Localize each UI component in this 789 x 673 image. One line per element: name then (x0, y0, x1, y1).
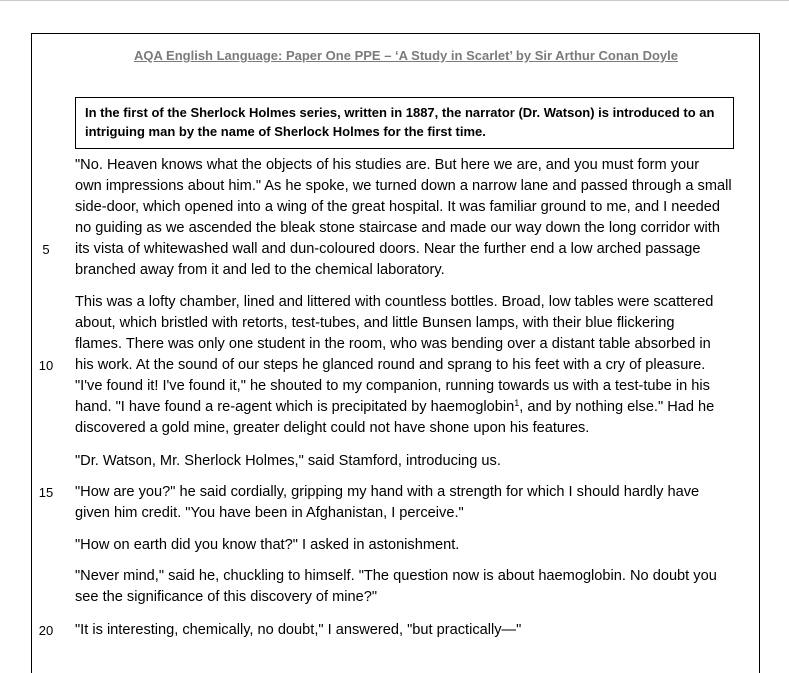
text-line: "Never mind," said he, chuckling to himself. "The question now is about haemoglobin. No doubt you (75, 568, 717, 584)
text-line: see the significance of this discovery of mine?" (75, 589, 378, 605)
intro-box (75, 97, 734, 149)
footnote-marker: 1 (514, 398, 520, 408)
text-line: given him credit. "You have been in Afghanistan, I perceive." (75, 505, 464, 521)
line-number: 15 (38, 485, 54, 500)
text-line-with-footnote (75, 397, 714, 418)
text-line: "How on earth did you know that?" I asked in astonishment. (75, 537, 460, 553)
text-line: about, which bristled with retorts, test-tubes, and little Bunsen lamps, with their blue flickering (75, 315, 675, 331)
text-line: no guiding as we ascended the bleak stone staircase and made our way down the long corridor with (75, 220, 720, 236)
document-title: AQA English Language: Paper One PPE – ‘A Study in Scarlet’ by Sir Arthur Conan Doyle (134, 48, 678, 63)
text-line: its vista of whitewashed wall and dun-coloured doors. Near the further end a low arched passage (75, 241, 701, 257)
text-line: side-door, which opened into a wing of the great hospital. It was familiar ground to me, and I needed (75, 199, 720, 215)
text-line: flames. There was only one student in the room, who was bending over a distant table absorbed in (75, 336, 711, 352)
line-number: 5 (42, 242, 50, 257)
text-line: own impressions about him." As he spoke, we turned down a narrow lane and passed through a small (75, 178, 732, 194)
text-line: "I've found it! I've found it," he shouted to my companion, running towards us with a test-tube in his (75, 378, 710, 394)
line-number: 20 (38, 623, 54, 638)
text-segment: , and by nothing else." Had he (519, 399, 715, 415)
text-line: branched away from it and led to the chemical laboratory. (75, 262, 445, 278)
text-line: "No. Heaven knows what the objects of his studies are. But here we are, and you must form your (75, 157, 700, 173)
text-line: discovered a gold mine, greater delight could not have shone upon his features. (75, 420, 590, 436)
line-number: 10 (38, 358, 54, 373)
intro-line: intriguing man by the name of Sherlock Holmes for the first time. (85, 124, 486, 139)
text-segment: hand. "I have found a re-agent which is precipitated by haemoglobin (75, 399, 515, 415)
text-line: "Dr. Watson, Mr. Sherlock Holmes," said Stamford, introducing us. (75, 453, 501, 469)
text-line: This was a lofty chamber, lined and littered with countless bottles. Broad, low tables were scattered (75, 294, 714, 310)
text-line: "How are you?" he said cordially, gripping my hand with a strength for which I should hardly have (75, 484, 700, 500)
text-line: his work. At the sound of our steps he glanced round and sprang to his feet with a cry of pleasure. (75, 357, 706, 373)
intro-line: In the first of the Sherlock Holmes series, written in 1887, the narrator (Dr. Watson) is introduced to an (85, 105, 715, 120)
window-top-border (0, 0, 789, 1)
text-line: "It is interesting, chemically, no doubt," I answered, "but practically—" (75, 622, 522, 638)
